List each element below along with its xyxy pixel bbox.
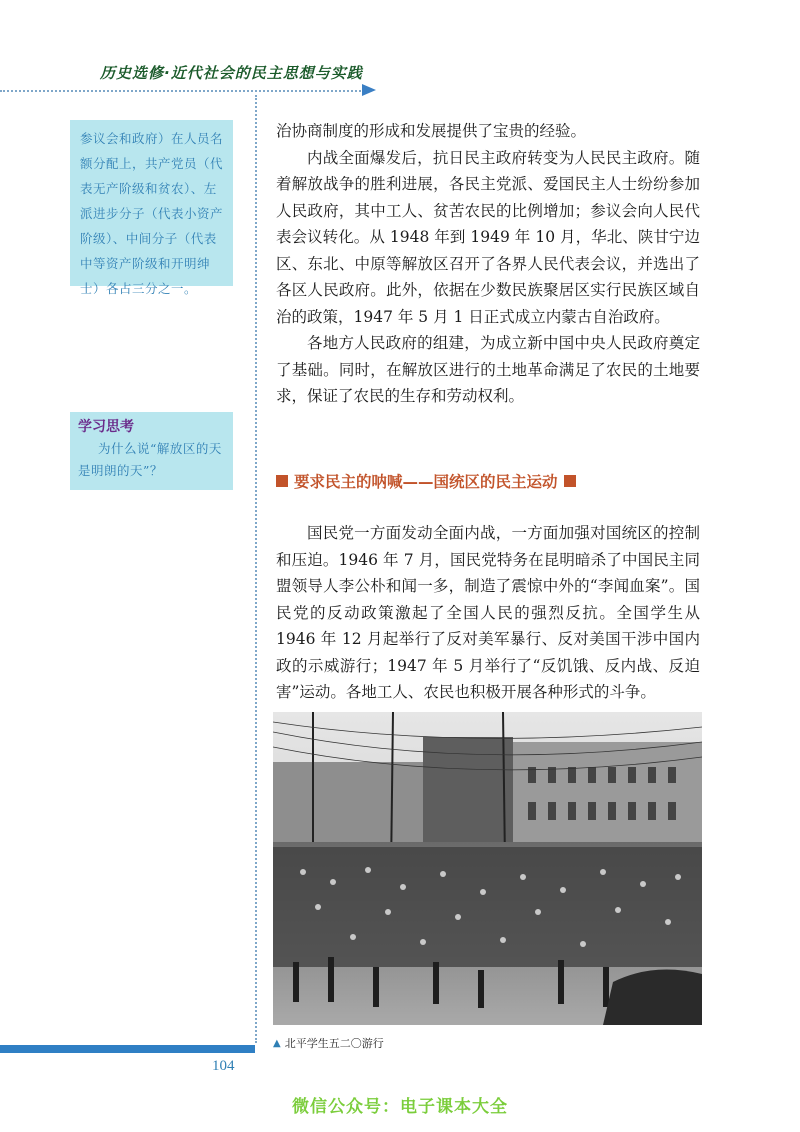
paragraph: 各地方人民政府的组建，为成立新中国中央人民政府奠定了基础。同时，在解放区进行的土地革命满足了农民的土地要求，保证了农民的生存和劳动权利。: [276, 334, 700, 405]
header-arrow-icon: [362, 84, 376, 96]
watermark: 微信公众号：电子课本大全: [292, 1097, 508, 1117]
main-text-bottom: [276, 520, 700, 706]
sidebar-note: 参议会和政府）在人员名额分配上，共产党员（代表无产阶级和贫农）、左派进步分子（代表小资产阶级）、中间分子（代表中等资产阶级和开明绅士）各占三分之一。: [70, 120, 233, 286]
caption-triangle-icon: ▲: [273, 1037, 281, 1049]
main-text-top: [276, 118, 700, 410]
photo-caption-text: 北平学生五二〇游行: [284, 1037, 384, 1050]
paragraph: 治协商制度的形成和发展提供了宝贵的经验。: [276, 122, 587, 140]
paragraph: 国民党一方面发动全面内战，一方面加强对国统区的控制和压迫。1946 年 7 月，国民党特务在昆明暗杀了中国民主同盟领导人李公朴和闻一多，制造了震惊中外的“李闻血案”。国民党的反动政策激起了全国人民的强烈反抗。全国学生从 1946 年 12 月起举行了反对美军暴行、反对美国干涉中国内政的示威游行；1947 年 5 月举行了“反饥饿、反内战、反迫害”运动。各地工人、农民也积极开展各种形式的斗争。: [276, 524, 700, 701]
protest-photo: [273, 712, 702, 1025]
study-think-box: [70, 412, 233, 490]
running-header: 历史选修·近代社会的民主思想与实践: [100, 64, 363, 82]
paragraph: 内战全面爆发后，抗日民主政府转变为人民民主政府。随着解放战争的胜利进展，各民主党派、爱国民主人士纷纷参加人民政府，其中工人、贫苦农民的比例增加；参议会向人民代表会议转化。从 1948 年到 1949 年 10 月，华北、陕甘宁边区、东北、中原等解放区召开了各界人民代表会议，并选出了各区人民政府。此外，依据在少数民族聚居区实行民族区域自治的政策，1947 年 5 月 1 日正式成立内蒙古自治政府。: [276, 148, 700, 326]
square-bullet-icon: [564, 475, 576, 487]
header-dotted-rule: [0, 90, 368, 92]
square-bullet-icon: [276, 475, 288, 487]
study-think-question: 为什么说“解放区的天是明朗的天”？: [78, 441, 222, 478]
column-divider: [255, 95, 257, 1043]
footer-bar: [0, 1045, 255, 1053]
photo-caption: [273, 1035, 384, 1051]
section-heading: [276, 470, 706, 492]
study-think-title: 学习思考: [78, 419, 134, 435]
section-heading-text: 要求民主的呐喊——国统区的民主运动: [294, 473, 558, 491]
page-number: 104: [212, 1058, 235, 1074]
